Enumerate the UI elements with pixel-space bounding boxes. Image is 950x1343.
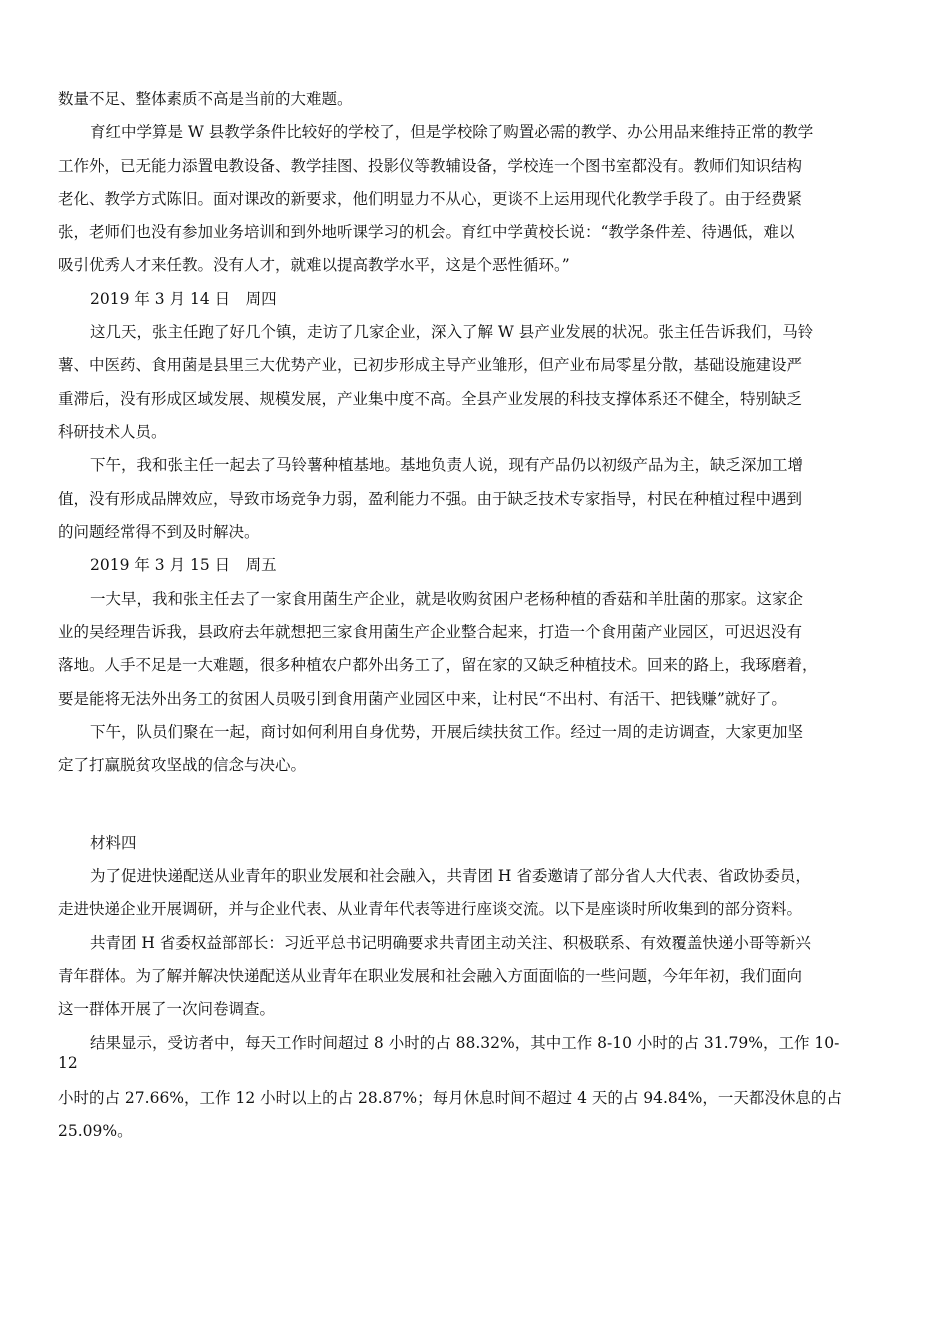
text-line: 结果显示，受访者中，每天工作时间超过 8 小时的占 88.32%，其中工作 8-10 小时的占 31.79%，工作 10- <box>90 1034 840 1052</box>
text-line: 12 <box>58 1054 78 1072</box>
text-line: 为了促进快递配送从业青年的职业发展和社会融入，共青团 H 省委邀请了部分省人大代表、省政协委员， <box>90 867 811 885</box>
text-line: 科研技术人员。 <box>58 423 167 441</box>
text-line: 张，老师们也没有参加业务培训和到外地听课学习的机会。育红中学黄校长说：“教学条件差、待遇低，难以 <box>58 223 795 241</box>
date-heading: 2019 年 3 月 15 日 周五 <box>90 556 277 574</box>
text-line: 这一群体开展了一次问卷调查。 <box>58 1000 276 1018</box>
text-line: 要是能将无法外出务工的贫困人员吸引到食用菌产业园区中来，让村民“不出村、有活干、把钱赚”就好了。 <box>58 690 787 708</box>
text-line: 青年群体。为了解并解决快递配送从业青年在职业发展和社会融入方面面临的一些问题，今年年初，我们面向 <box>58 967 803 985</box>
text-line: 下午，我和张主任一起去了马铃薯种植基地。基地负责人说，现有产品仍以初级产品为主，缺乏深加工增 <box>90 456 804 474</box>
text-line: 这几天，张主任跑了好几个镇，走访了几家企业，深入了解 W 县产业发展的状况。张主任告诉我们，马铃 <box>90 323 814 341</box>
section-heading: 材料四 <box>90 834 137 852</box>
text-line: 小时的占 27.66%，工作 12 小时以上的占 28.87%；每月休息时间不超过 4 天的占 94.84%，一天都没休息的占 <box>58 1089 842 1107</box>
text-line: 吸引优秀人才来任教。没有人才，就难以提高教学水平，这是个恶性循环。” <box>58 256 570 274</box>
text-line: 一大早，我和张主任去了一家食用菌生产企业，就是收购贫困户老杨种植的香菇和羊肚菌的那家。这家企 <box>90 590 804 608</box>
text-line: 定了打赢脱贫攻坚战的信念与决心。 <box>58 756 307 774</box>
text-line: 走进快递企业开展调研，并与企业代表、从业青年代表等进行座谈交流。以下是座谈时所收集到的部分资料。 <box>58 900 803 918</box>
text-line: 老化、教学方式陈旧。面对课改的新要求，他们明显力不从心，更谈不上运用现代化教学手段了。由于经费紧 <box>58 190 803 208</box>
text-line: 业的吴经理告诉我，县政府去年就想把三家食用菌生产企业整合起来，打造一个食用菌产业园区，可迟迟没有 <box>58 623 803 641</box>
text-line: 数量不足、整体素质不高是当前的大难题。 <box>58 90 353 108</box>
text-line: 25.09%。 <box>58 1122 133 1140</box>
date-heading: 2019 年 3 月 14 日 周四 <box>90 290 277 308</box>
text-line: 的问题经常得不到及时解决。 <box>58 523 260 541</box>
text-line: 值，没有形成品牌效应，导致市场竞争力弱，盈利能力不强。由于缺乏技术专家指导，村民在种植过程中遇到 <box>58 490 803 508</box>
text-line: 共青团 H 省委权益部部长：习近平总书记明确要求共青团主动关注、积极联系、有效覆盖快递小哥等新兴 <box>90 934 811 952</box>
text-line: 下午，队员们聚在一起，商讨如何利用自身优势，开展后续扶贫工作。经过一周的走访调查，大家更加坚 <box>90 723 804 741</box>
text-line: 落地。人手不足是一大难题，很多种植农户都外出务工了，留在家的又缺乏种植技术。回来的路上，我琢磨着， <box>58 656 818 674</box>
text-line: 重滞后，没有形成区域发展、规模发展，产业集中度不高。全县产业发展的科技支撑体系还不健全，特别缺乏 <box>58 390 803 408</box>
text-line: 工作外，已无能力添置电教设备、教学挂图、投影仪等教辅设备，学校连一个图书室都没有。教师们知识结构 <box>58 157 803 175</box>
text-line: 育红中学算是 W 县教学条件比较好的学校了，但是学校除了购置必需的教学、办公用品来维持正常的教学 <box>90 123 814 141</box>
text-line: 薯、中医药、食用菌是县里三大优势产业，已初步形成主导产业雏形，但产业布局零星分散，基础设施建设严 <box>58 356 803 374</box>
